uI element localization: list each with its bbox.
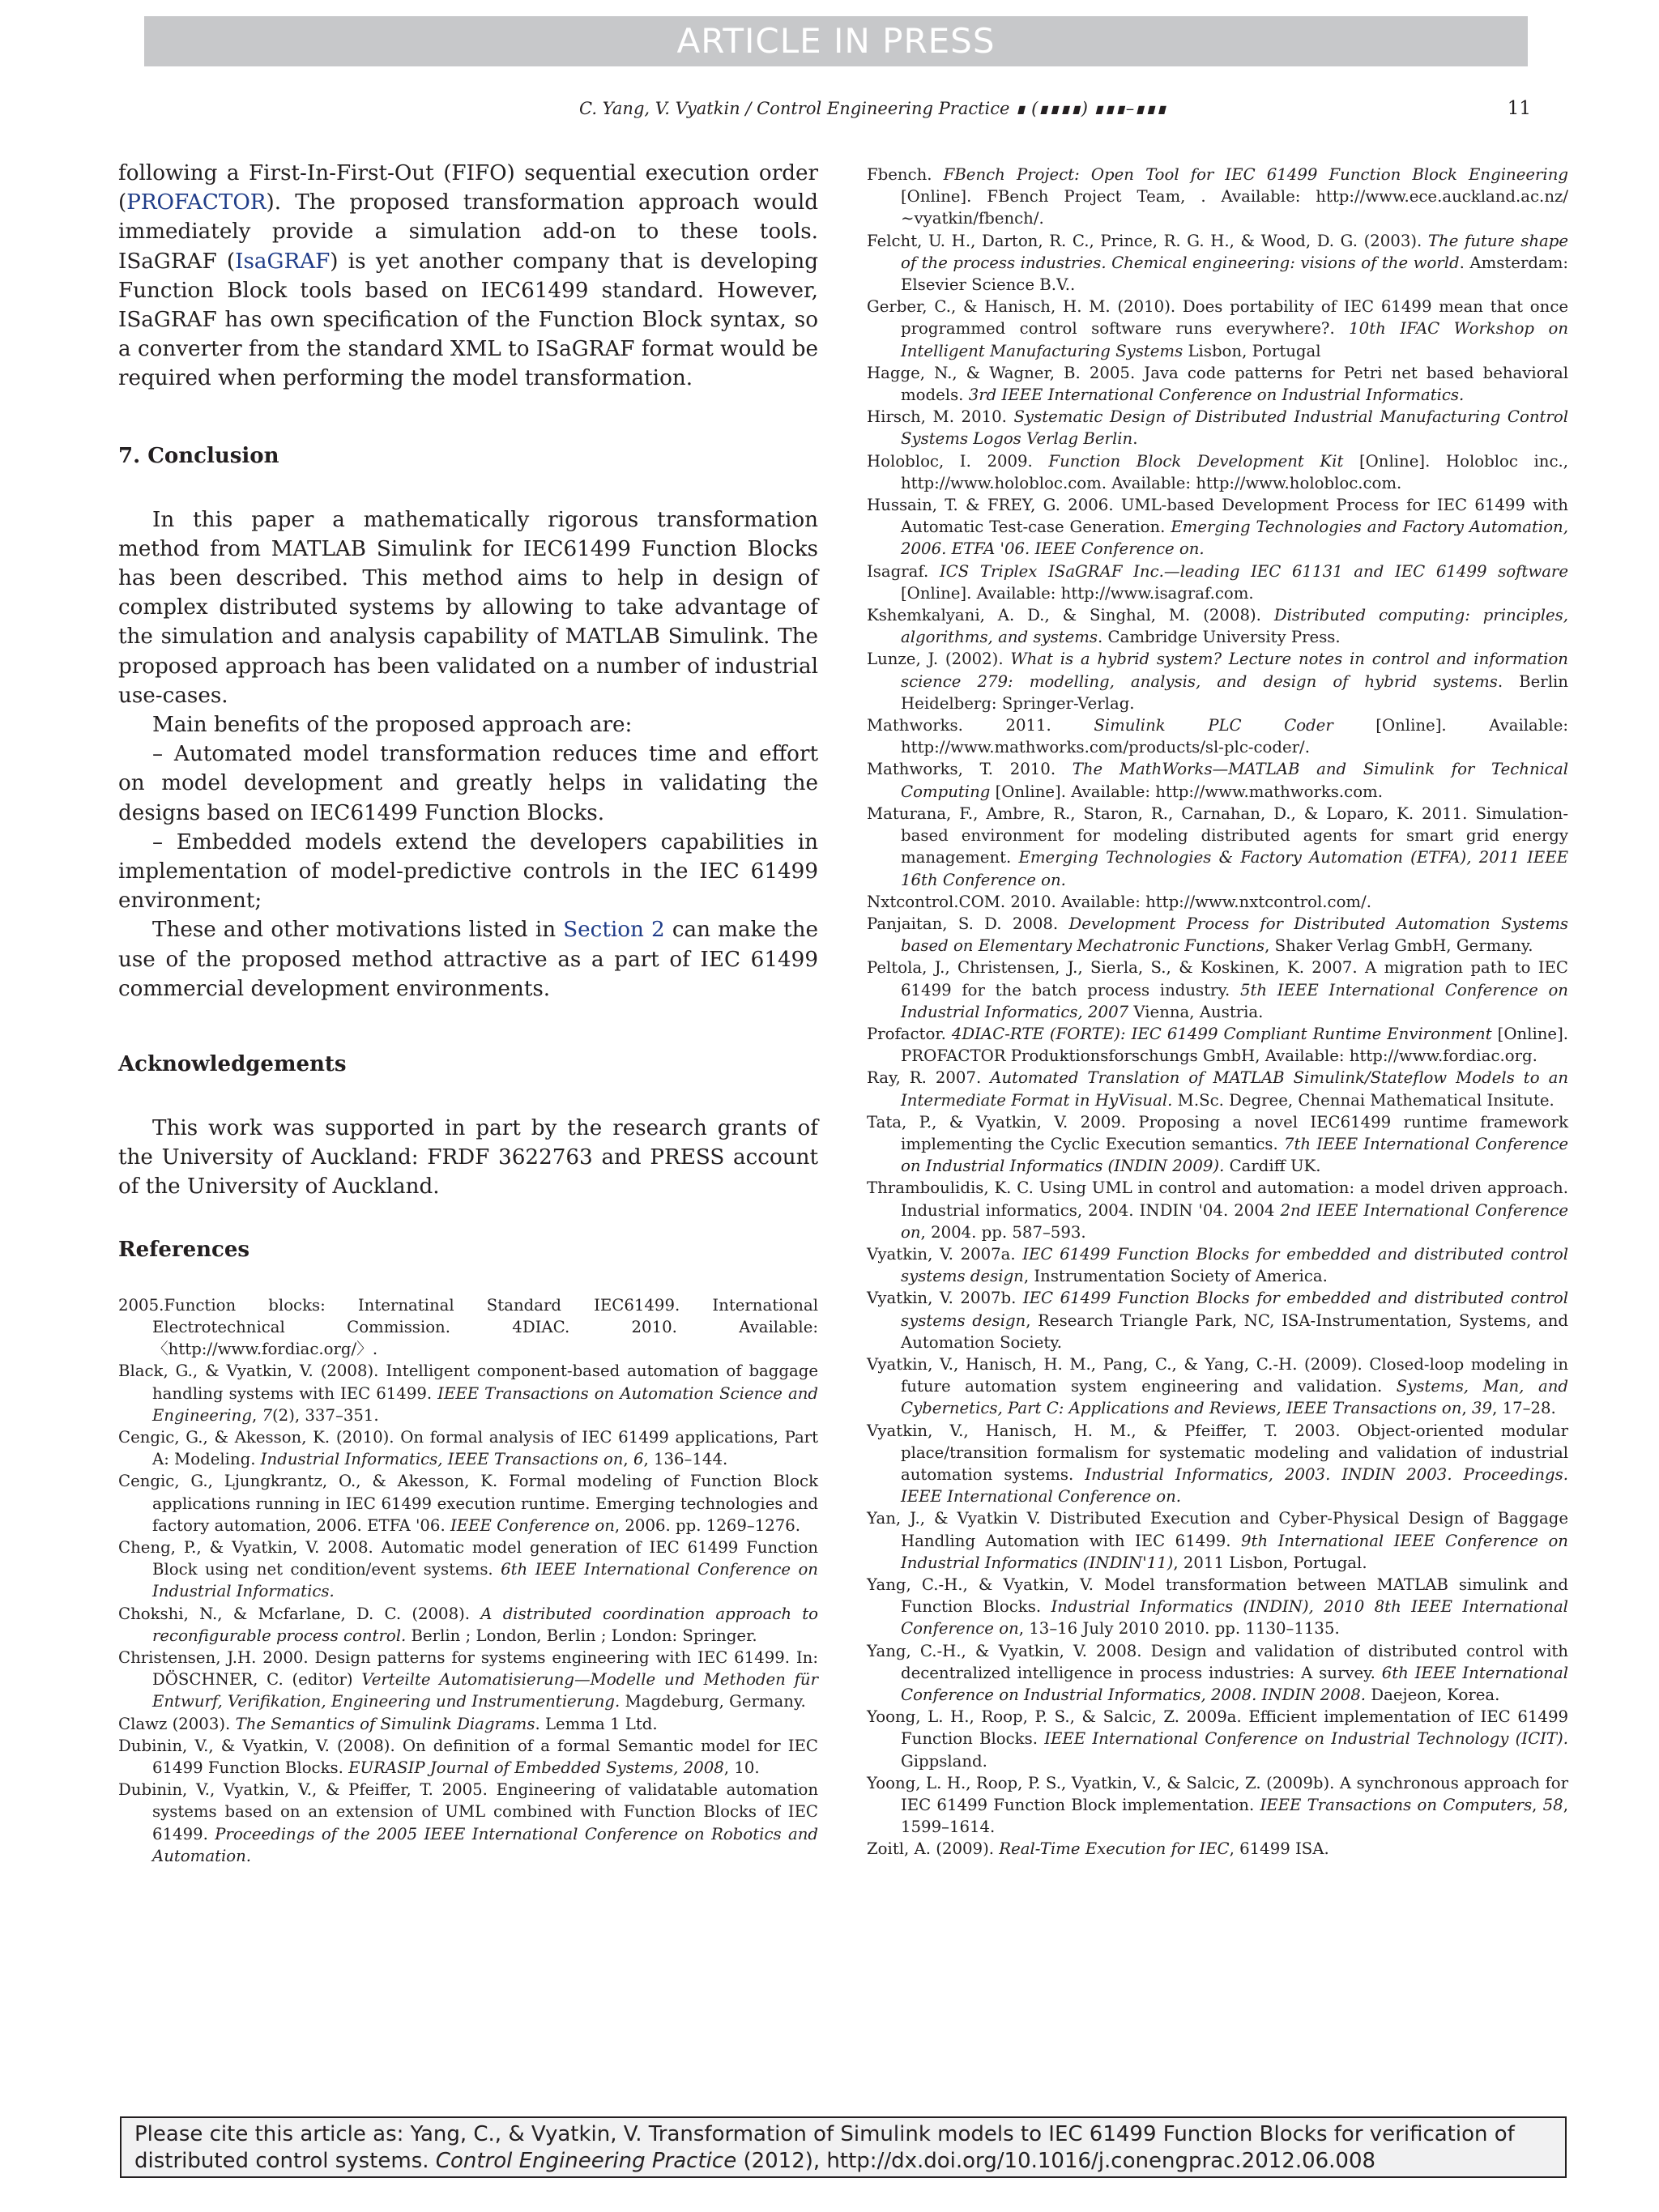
left-column (118, 159, 818, 1867)
text-run: Mathworks. 2011. (867, 716, 1094, 735)
text-run: Holobloc, I. 2009. (867, 451, 1049, 471)
text-run: Christensen, J.H. 2000. Design patterns for systems engineering with IEC 61499. In: DÖSCHNER, C. (editor) (118, 1647, 818, 1690)
italic-text: The MathWorks—MATLAB and Simulink for Technical Computing (901, 760, 1568, 801)
reference-item (867, 296, 1568, 362)
reference-item (867, 604, 1568, 648)
text-run: . Lemma 1 Ltd. (535, 1714, 658, 1733)
italic-text: 5th IEEE International Conference on Industrial Informatics, 2007 (901, 980, 1568, 1021)
text-run: , 2006. pp. 1269–1276. (614, 1515, 801, 1535)
text-run: Cengic, G., & Akesson, K. (2010). On formal analysis of IEC 61499 applications, Part A: Modeling. (118, 1427, 818, 1469)
italic-text: Automated Translation of MATLAB Simulink/Stateflow Models to an Intermediate Format in HyVisual. (901, 1068, 1568, 1110)
text-run: Lisbon, Portugal (1183, 341, 1321, 360)
text-run: [Online]. Holobloc inc., http://www.holobloc.com. Available: http://www.holobloc.com. (901, 451, 1568, 492)
reference-item (867, 1067, 1568, 1110)
reference-item (867, 1640, 1568, 1707)
reference-item (867, 648, 1568, 714)
italic-text: 2nd IEEE International Conference on (901, 1200, 1568, 1242)
text-run: Vyatkin, V., Hanisch, H. M., & Pfeiffer, T. 2003. Object-oriented modular place/transition formalism for systematic modeling and validation of industrial automation systems. (867, 1421, 1568, 1484)
italic-text: 6 (633, 1450, 644, 1469)
text-run: , 13–16 July 2010 2010. pp. 1130–1135. (1018, 1619, 1340, 1639)
reference-item (867, 560, 1568, 604)
text-run: Hirsch, M. 2010. (867, 407, 1014, 427)
text-run: 2005.Function blocks: Internatinal Standard IEC61499. International Electrotechnical Commission. 4DIAC. 2010. Available: 〈http://www.fordiac.org/〉. (118, 1295, 818, 1359)
italic-text: Development Process for Distributed Automation Systems based on Elementary Mechatronic Functions (901, 914, 1569, 956)
italic-text: 6th IEEE International Conference on Industrial Informatics. (152, 1560, 818, 1601)
text-run: . Amsterdam: Elsevier Science B.V.. (901, 253, 1568, 295)
italic-text: IEC 61499 Function Blocks for embedded and distributed control systems design (901, 1244, 1568, 1286)
text-run: (2), 337–351. (272, 1405, 379, 1425)
italic-text: IEC 61499 Function Blocks for embedded and distributed control systems design (901, 1289, 1568, 1330)
reference-item (118, 1735, 818, 1779)
benefit-item-2: – Embedded models extend the developers capabilities in implementation of model-predictive controls in the IEC 61499 environment; (118, 829, 818, 914)
italic-text: Distributed computing: principles, algorithms, and systems (901, 606, 1569, 647)
acknowledgements-heading: Acknowledgements (118, 1052, 347, 1077)
conclusion-paragraph: In this paper a mathematically rigorous transformation method from MATLAB Simulink for IEC61499 Function Blocks has been described. This method aims to help in design of complex distributed systems by allowing to take advantage of the simulation and analysis capability of MATLAB Simulink. The proposed approach has been validated on a number of industrial use-cases. (118, 507, 818, 708)
text-run: Daejeon, Korea. (1366, 1686, 1500, 1705)
running-head: C. Yang, V. Vyatkin / Control Engineering Practice ∎ (∎∎∎∎) ∎∎∎–∎∎∎ (579, 99, 1167, 118)
reference-item (118, 1713, 818, 1735)
text-run: Cengic, G., Ljungkrantz, O., & Akesson, K. Formal modeling of Function Block applications running in IEC 61499 execution runtime. Emerging technologies and factory automation, 2006. ETFA '06. (118, 1472, 818, 1535)
reference-item (867, 714, 1568, 758)
reference-item (867, 494, 1568, 560)
intro-paragraph (118, 159, 818, 394)
italic-text: Verteilte Automatisierung—Modelle und Methoden für Entwurf, Verifikation, Engineering und Instrumentierung. (152, 1670, 818, 1711)
italic-text: The Semantics of Simulink Diagrams (235, 1714, 535, 1733)
section-2-link[interactable]: Section 2 (563, 918, 665, 943)
text-run: [Online]. Available: http://www.mathworks.com. (990, 782, 1383, 801)
citation-box (120, 2116, 1567, 2178)
reference-item (118, 1294, 818, 1361)
italic-text: FBench Project: Open Tool for IEC 61499 Function Block Engineering (943, 165, 1568, 184)
reference-item (867, 230, 1568, 296)
text-run: Mathworks, T. 2010. (867, 760, 1073, 779)
reference-item (867, 957, 1568, 1023)
text-run: Please cite this article as: Yang, C., & Vyatkin, V. Transformation of Simulink models to IEC 61499 Function Blocks for verification of distributed control systems. (134, 2122, 1515, 2173)
italic-text: IEEE Transactions on Computers (1260, 1796, 1533, 1815)
italic-text: Real-Time Execution for IEC (999, 1839, 1230, 1859)
reference-item (867, 1706, 1568, 1772)
text-run: Vyatkin, V. 2007b. (867, 1289, 1023, 1308)
italic-text: 7 (262, 1405, 272, 1425)
text-run: [Online]. PROFACTOR Produktionsforschungs GmbH, Available: http://www.fordiac.org. (901, 1024, 1569, 1066)
italic-text: Industrial Informatics (INDIN), 2010 8th IEEE International Conference on (901, 1597, 1568, 1639)
reference-item (118, 1779, 818, 1867)
text-run: , (1461, 1399, 1472, 1418)
isagraf-link[interactable]: IsaGRAF (235, 249, 331, 274)
text-run: , 61499 ISA. (1229, 1839, 1329, 1859)
italic-text: Control Engineering Practice (435, 2149, 737, 2173)
text-run: , Research Triangle Park, NC, ISA-Instrumentation, Systems, and Automation Society. (901, 1311, 1568, 1352)
acknowledgements-text: This work was supported in part by the research grants of the University of Auckland: FRDF 3622763 and PRESS account of the University of Auckland. (118, 1116, 818, 1200)
text-run: Ray, R. 2007. (867, 1068, 991, 1088)
article-in-press-banner: ARTICLE IN PRESS (144, 16, 1528, 66)
italic-text: 4DIAC-RTE (FORTE): IEC 61499 Compliant Runtime Environment (951, 1024, 1492, 1043)
italic-text: IEEE International Conference on Industrial Technology (ICIT). (1044, 1729, 1568, 1749)
text-run: M.Sc. Degree, Chennai Mathematical Insitute. (1172, 1090, 1555, 1110)
text-run: Vyatkin, V. 2007a. (867, 1244, 1023, 1264)
italic-text: 3rd IEEE International Conference on Industrial Informatics. (968, 386, 1465, 405)
reference-item (118, 1536, 818, 1603)
reference-item (867, 164, 1568, 230)
reference-item (118, 1647, 818, 1713)
text-run: Maturana, F., Ambre, R., Staron, R., Carnahan, D., & Loparo, K. 2011. Simulation-based environment for modeling distributed agents for smart grid energy management. (867, 803, 1568, 867)
text-run: Black, G., & Vyatkin, V. (2008). Intelligent component-based automation of baggage handling systems with IEC 61499. (118, 1362, 818, 1403)
text-run: Tata, P., & Vyatkin, V. 2009. Proposing a novel IEC61499 runtime framework implementing the Cyclic Execution semantics. (867, 1112, 1568, 1153)
italic-text: 10th IFAC Workshop on Intelligent Manufacturing Systems (901, 319, 1568, 360)
reference-item (867, 1111, 1568, 1178)
intro-text-3: ) is yet another company that is developing Function Block tools based on IEC61499 standard. However, ISaGRAF has own specification of the Function Block syntax, so a converter from the standard XML to ISaGRAF format would be required when performing the model transformation. (118, 249, 818, 391)
text-run: Yang, C.-H., & Vyatkin, V. 2008. Design and validation of distributed control with decentralized intelligence in process industries: A survey. (867, 1641, 1568, 1682)
italic-text: Function Block Development Kit (1048, 451, 1344, 471)
reference-item (118, 1360, 818, 1426)
italic-text: ICS Triplex ISaGRAF Inc.—leading IEC 61131 and IEC 61499 software (939, 561, 1568, 581)
page-number: 11 (1507, 98, 1531, 119)
text-run: Hussain, T. & FREY, G. 2006. UML-based Development Process for IEC 61499 with Automatic Test-case Generation. (867, 496, 1568, 537)
reference-item (867, 1507, 1568, 1574)
benefit-item-1: – Automated model transformation reduces time and effort on model development and greatly helps in validating the designs based on IEC61499 Function Blocks. (118, 742, 818, 825)
text-run: , 2004. pp. 587–593. (920, 1222, 1086, 1242)
italic-text: 7th IEEE International Conference on Industrial Informatics (INDIN 2009). (901, 1134, 1568, 1176)
text-run: Lunze, J. (2002). (867, 650, 1011, 669)
italic-text: Emerging Technologies & Factory Automation (ETFA), 2011 IEEE 16th Conference on. (901, 848, 1568, 889)
text-run: Peltola, J., Christensen, J., Sierla, S., & Koskinen, K. 2007. A migration path to IEC 61499 for the batch process industry. (867, 958, 1568, 999)
reference-item (867, 1772, 1568, 1839)
text-run: Vyatkin, V., Hanisch, H. M., Pang, C., & Yang, C.-H. (2009). Closed-loop modeling in future automation system engineering and validation. (867, 1354, 1568, 1396)
italic-text: 6th IEEE International Conference on Industrial Informatics, 2008. INDIN 2008. (901, 1663, 1568, 1705)
text-run: Berlin ; London, Berlin ; London: Springer. (406, 1626, 757, 1645)
text-run: , (623, 1450, 633, 1469)
text-run: Dubinin, V., Vyatkin, V., & Pfeiffer, T. 2005. Engineering of validatable automation systems based on an extension of UML combined with Function Blocks of IEC 61499. (118, 1780, 818, 1843)
text-run: [Online]. Available: http://www.mathworks.com/products/sl-plc-coder/. (901, 716, 1568, 757)
motivation-text-1: These and other motivations listed in (152, 918, 564, 943)
intro-text-2: ). The proposed transformation approach would immediately provide a simulation add-on to these tools. ISaGRAF ( (118, 190, 818, 274)
reference-item (867, 1838, 1568, 1860)
profactor-link[interactable]: PROFACTOR (126, 190, 267, 215)
reference-item (867, 913, 1568, 957)
reference-item (867, 406, 1568, 450)
reference-item (867, 1243, 1568, 1287)
motivation-paragraph (118, 915, 818, 1004)
italic-text: 58 (1542, 1796, 1563, 1815)
text-run: Vienna, Austria. (1128, 1002, 1264, 1021)
reference-item (867, 1574, 1568, 1640)
italic-text: Systems, Man, and Cybernetics, Part C: Applications and Reviews, IEEE Transactions on (901, 1377, 1568, 1418)
text-run: Yoong, L. H., Roop, P. S., & Salcic, Z. 2009a. Efficient implementation of IEC 61499 Function Blocks. (867, 1707, 1568, 1749)
text-run: , (1532, 1796, 1543, 1815)
italic-text: Industrial Informatics, 2003. INDIN 2003. Proceedings. IEEE International Conference on. (901, 1464, 1569, 1507)
text-run: (2012), http://dx.doi.org/10.1016/j.conengprac.2012.06.008 (736, 2149, 1376, 2173)
text-run: , (251, 1405, 262, 1425)
text-run: Isagraf. (867, 561, 940, 581)
text-run: Nxtcontrol.COM. 2010. Available: http://www.nxtcontrol.com/. (867, 892, 1371, 911)
reference-item (867, 1177, 1568, 1243)
benefits-intro: Main benefits of the proposed approach are: (152, 713, 633, 738)
references-heading: References (118, 1237, 250, 1262)
text-run: Chokshi, N., & Mcfarlane, D. C. (2008). (118, 1604, 481, 1623)
text-run: [Online]. Available: http://www.isagraf.com. (901, 583, 1254, 603)
text-run: Cardiff UK. (1224, 1157, 1321, 1176)
text-run: Hagge, N., & Wagner, B. 2005. Java code patterns for Petri net based behavioral models. (867, 363, 1568, 405)
text-run: . Cambridge University Press. (1098, 628, 1341, 647)
text-run: Yan, J., & Vyatkin V. Distributed Execution and Cyber-Physical Design of Baggage Handling Automation with IEC 61499. (867, 1509, 1568, 1550)
references-list-right (867, 164, 1568, 1860)
text-run: Dubinin, V., & Vyatkin, V. (2008). On definition of a formal Semantic model for IEC 61499 Function Blocks. (118, 1736, 818, 1777)
italic-text: 39 (1472, 1399, 1493, 1418)
text-run: , 17–28. (1492, 1399, 1556, 1418)
italic-text: EURASIP Journal of Embedded Systems, 2008 (348, 1758, 724, 1777)
italic-text: Proceedings of the 2005 IEEE International Conference on Robotics and Automation. (152, 1824, 818, 1865)
text-run: , 10. (723, 1758, 760, 1777)
italic-text: Industrial Informatics, IEEE Transactions on (260, 1450, 624, 1469)
text-run: Gippsland. (901, 1751, 987, 1771)
text-run: Clawz (2003). (118, 1714, 236, 1733)
right-column (867, 164, 1568, 1860)
text-run: Yang, C.-H., & Vyatkin, V. Model transformation between MATLAB simulink and Function Blocks. (867, 1575, 1568, 1617)
text-run: Yoong, L. H., Roop, P. S., Vyatkin, V., & Salcic, Z. (2009b). A synchronous approach for IEC 61499 Function Block implementation. (867, 1773, 1568, 1815)
italic-text: A distributed coordination approach to reconfigurable process control. (152, 1604, 819, 1645)
reference-item (867, 1023, 1568, 1067)
text-run: Profactor. (867, 1024, 952, 1043)
reference-item (867, 450, 1568, 494)
italic-text: IEEE Conference on (450, 1515, 615, 1535)
text-run: . (1132, 429, 1138, 449)
text-run: , 136–144. (643, 1450, 728, 1469)
text-run: Zoitl, A. (2009). (867, 1839, 1000, 1859)
text-run: Felcht, U. H., Darton, R. C., Prince, R. G. H., & Wood, D. G. (2003). (867, 231, 1428, 250)
text-run: , Shaker Verlag GmbH, Germany. (1265, 936, 1533, 956)
reference-item (867, 803, 1568, 891)
reference-item (118, 1426, 818, 1470)
reference-item (867, 1353, 1568, 1420)
italic-text: IEEE Transactions on Automation Science and Engineering (152, 1383, 818, 1425)
reference-item (867, 362, 1568, 406)
italic-text: Systematic Design of Distributed Industrial Manufacturing Control Systems Logos Verlag Berlin (901, 407, 1568, 449)
references-list-left (118, 1294, 818, 1867)
motivation-text-2: can make the use of the proposed method attractive as a part of IEC 61499 commercial development environments. (118, 918, 819, 1001)
text-run: Gerber, C., & Hanisch, H. M. (2010). Does portability of IEC 61499 mean that once programmed control software runs everywhere?. (867, 297, 1568, 339)
reference-item (867, 891, 1568, 913)
italic-text: Simulink PLC Coder (1094, 716, 1333, 735)
text-run: Fbench. (867, 165, 944, 184)
text-run: Kshemkalyani, A. D., & Singhal, M. (2008). (867, 606, 1274, 625)
text-run: Cheng, P., & Vyatkin, V. 2008. Automatic model generation of IEC 61499 Function Block using net condition/event systems. (118, 1537, 818, 1579)
reference-item (867, 1287, 1568, 1353)
reference-item (867, 758, 1568, 802)
text-run: Magdeburg, Germany. (620, 1692, 806, 1711)
intro-text-1: following a First-In-First-Out (FIFO) sequential execution order ( (118, 161, 818, 215)
text-run: Thramboulidis, K. C. Using UML in control and automation: a model driven approach. Industrial informatics, 2004. INDIN '04. 2004 (867, 1178, 1568, 1220)
italic-text: Emerging Technologies and Factory Automation, 2006. ETFA '06. IEEE Conference on. (901, 518, 1568, 559)
italic-text: The future shape of the process industries. Chemical engineering: visions of the world (901, 231, 1568, 272)
text-run: Panjaitan, S. D. 2008. (867, 914, 1069, 933)
text-run: . Berlin Heidelberg: Springer-Verlag. (901, 671, 1568, 713)
text-run: [Online]. FBench Project Team, . Available: http://www.ece.auckland.ac.nz/∼vyatkin/fbench/. (901, 187, 1568, 228)
reference-item (118, 1603, 818, 1647)
text-run: , 2011 Lisbon, Portugal. (1173, 1553, 1367, 1572)
reference-item (867, 1420, 1568, 1508)
italic-text: 9th International IEEE Conference on Industrial Informatics (INDIN'11) (901, 1531, 1568, 1572)
text-run: , Instrumentation Society of America. (1023, 1267, 1328, 1286)
conclusion-heading: 7. Conclusion (118, 443, 279, 468)
text-run: , 1599–1614. (901, 1796, 1568, 1837)
reference-item (118, 1470, 818, 1536)
italic-text: What is a hybrid system? Lecture notes in control and information science 279: modelling, analysis, and design of hybrid systems (901, 650, 1568, 691)
